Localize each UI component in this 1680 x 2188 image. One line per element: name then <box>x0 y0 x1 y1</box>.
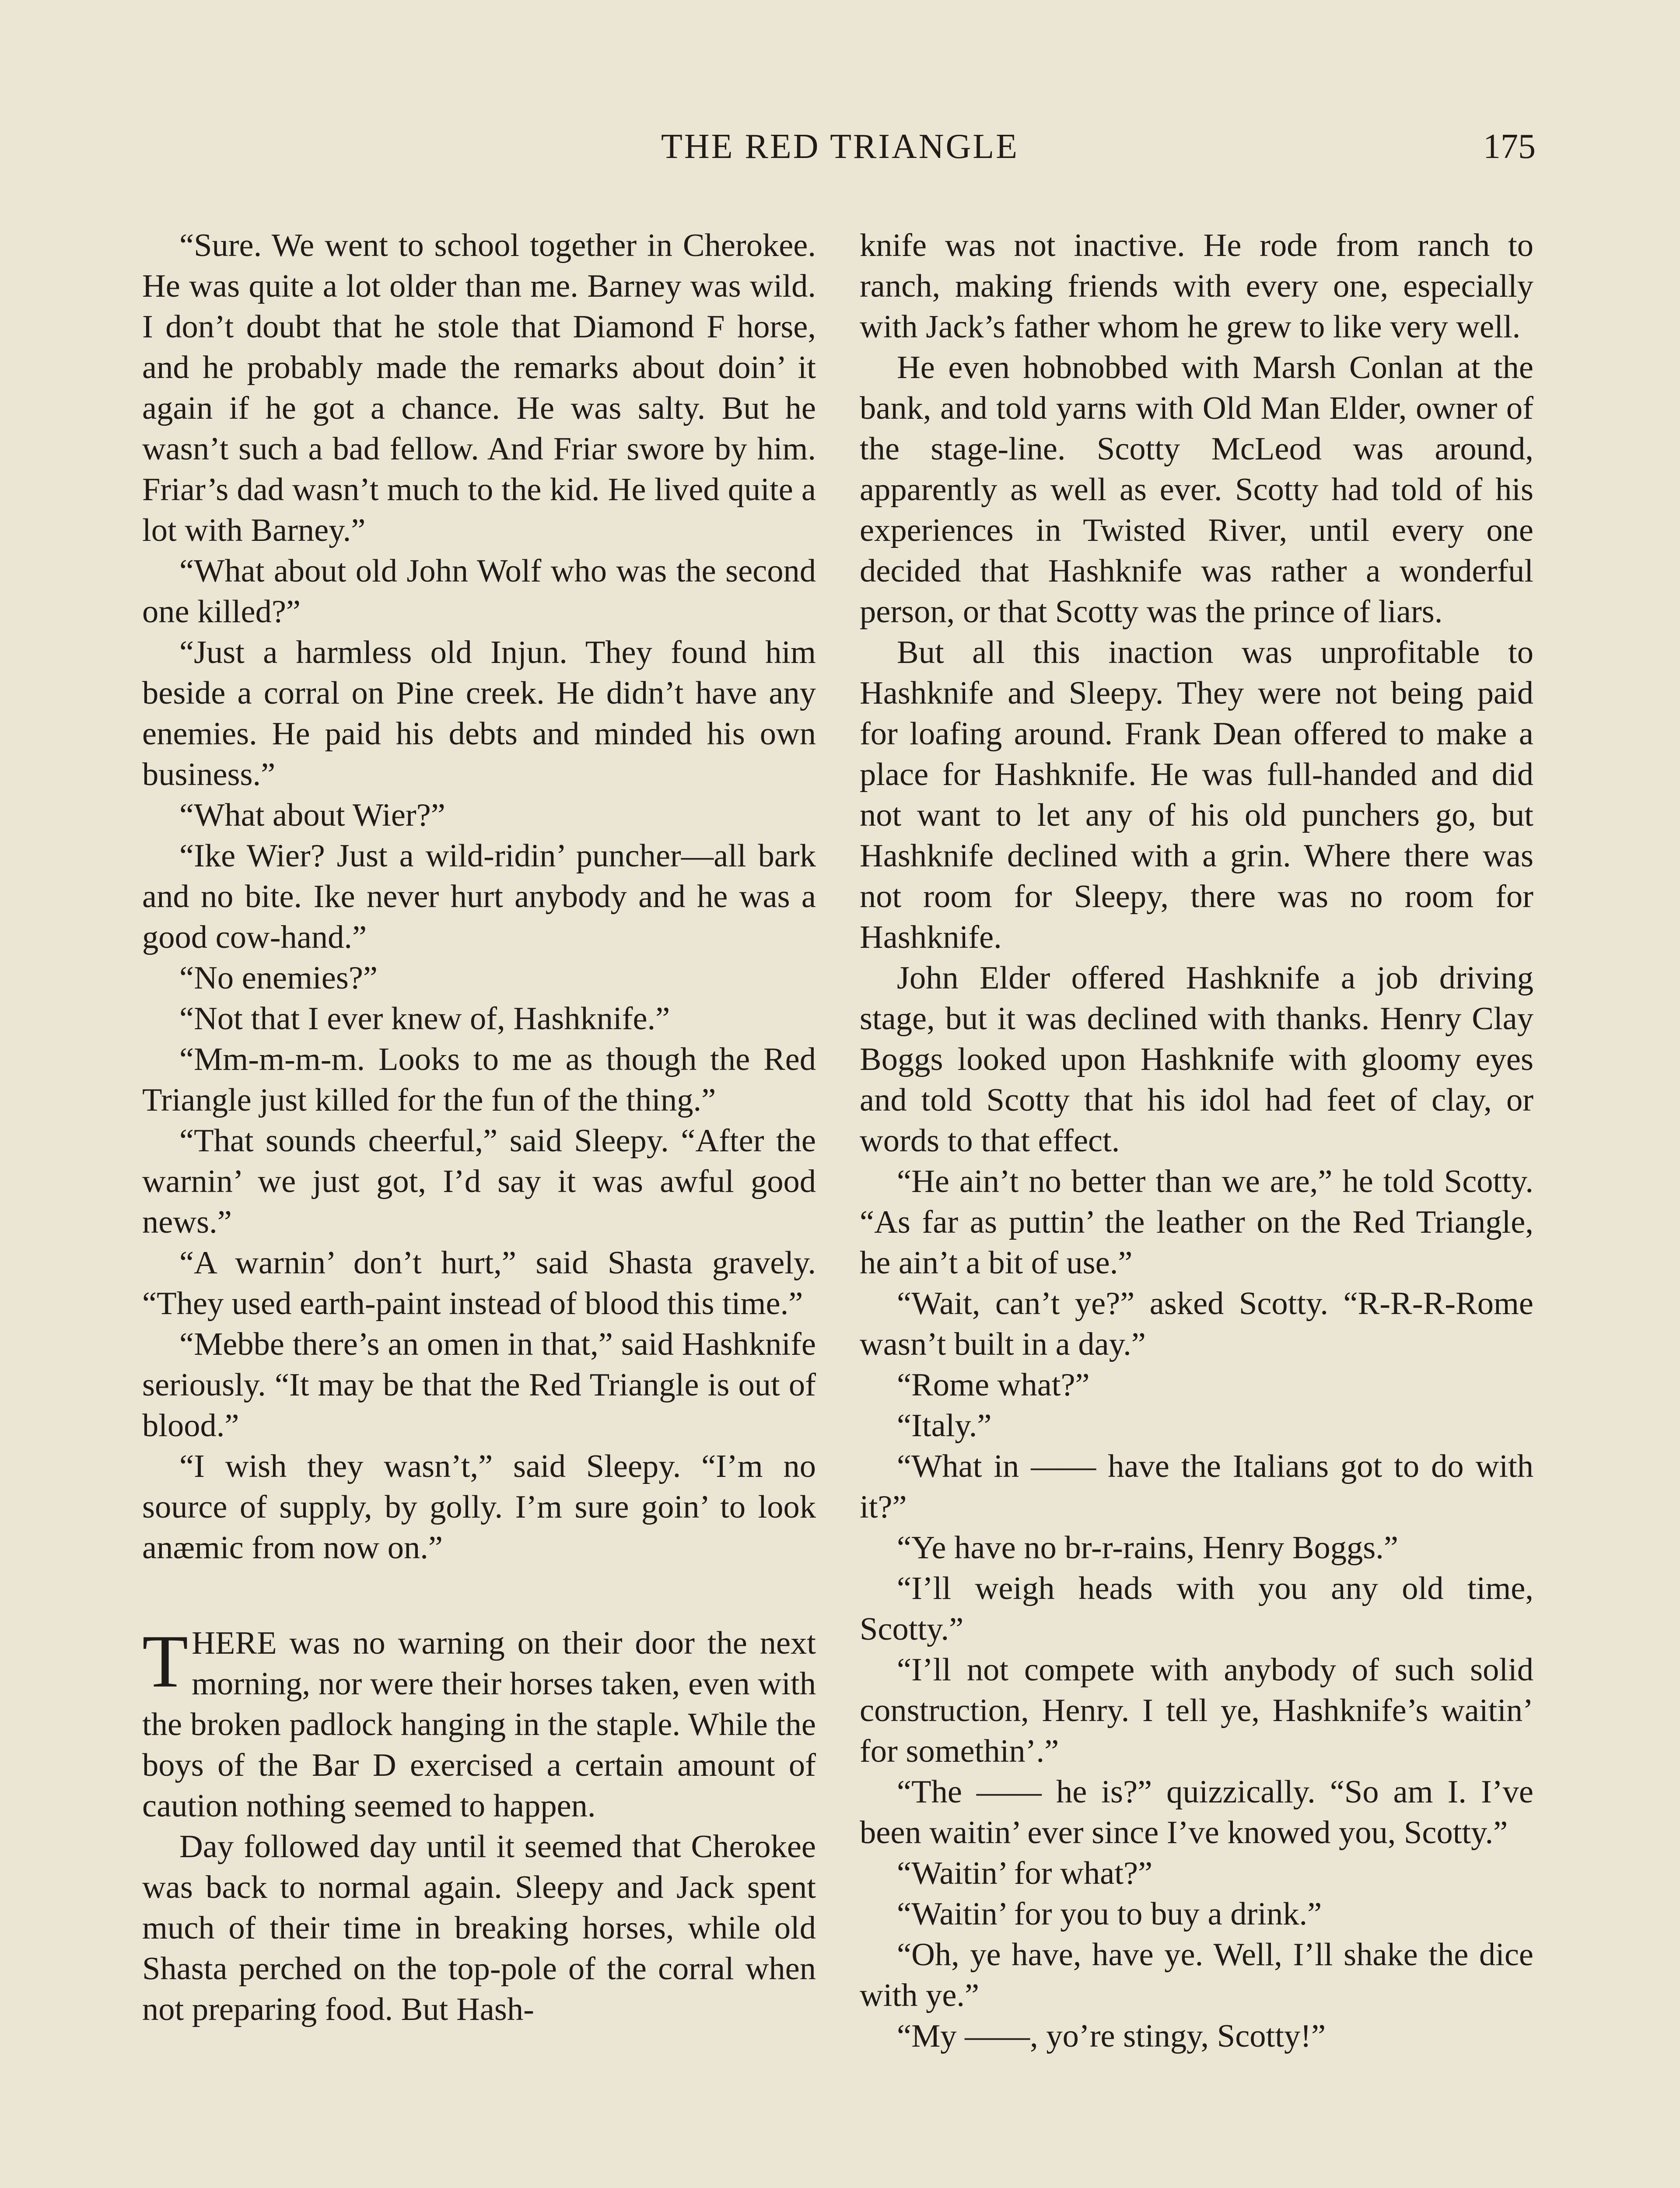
paragraph: “Mm-m-m-m. Looks to me as though the Red Triangle just killed for the fun of the thing.” <box>142 1041 816 1118</box>
paragraph: “Sure. We went to school together in Cherokee. He was quite a lot older than me. Barney was wild. I don’t doubt that he stole that Diamond F horse, and he probably made the remarks about doin’ it again if he got a chance. He was salty. But he wasn’t such a bad fellow. And Friar swore by him. Friar’s dad wasn’t much to the kid. He lived quite a lot with Barney.” <box>142 228 816 548</box>
paragraph: “Oh, ye have, have ye. Well, I’ll shake the dice with ye.” <box>860 1937 1533 2013</box>
paragraph: “Ike Wier? Just a wild-ridin’ puncher—all bark and no bite. Ike never hurt anybody and he was a good cow-hand.” <box>142 838 816 955</box>
paragraph: “A warnin’ don’t hurt,” said Shasta gravely. “They used earth-paint instead of blood this time.” <box>142 1245 816 1322</box>
paragraph: “Just a harmless old Injun. They found him beside a corral on Pine creek. He didn’t have any enemies. He paid his debts and minded his own business.” <box>142 635 816 792</box>
continued-paragraph: knife was not inactive. He rode from ranch to ranch, making friends with every one, especially with Jack’s father whom he grew to like very well. <box>860 228 1533 345</box>
paragraph: John Elder offered Hashknife a job driving stage, but it was declined with thanks. Henry Clay Boggs looked upon Hashknife with gloomy eyes and told Scotty that his idol had feet of clay, or words to that effect. <box>860 960 1533 1159</box>
left-column <box>142 225 816 2030</box>
running-title: THE RED TRIANGLE <box>661 127 1019 166</box>
page-number: 175 <box>1483 127 1536 166</box>
paragraph: “What about old John Wolf who was the second one killed?” <box>142 553 816 630</box>
small-caps-lead: HERE <box>192 1625 277 1661</box>
paragraph: “Mebbe there’s an omen in that,” said Hashknife seriously. “It may be that the Red Triangle is out of blood.” <box>142 1326 816 1444</box>
paragraph: “That sounds cheerful,” said Sleepy. “After the warnin’ we just got, I’d say it was awful good news.” <box>142 1123 816 1240</box>
paragraph: “I’ll weigh heads with you any old time, Scotty.” <box>860 1571 1533 1647</box>
paragraph: “Wait, can’t ye?” asked Scotty. “R-R-R-Rome wasn’t built in a day.” <box>860 1286 1533 1362</box>
paragraph: “He ain’t no better than we are,” he told Scotty. “As far as puttin’ the leather on the Red Triangle, he ain’t a bit of use.” <box>860 1164 1533 1281</box>
right-column <box>860 225 1533 2057</box>
paragraph: Day followed day until it seemed that Cherokee was back to normal again. Sleepy and Jack spent much of their time in breaking horses, while old Shasta perched on the top-pole of the corral when not preparing food. But Hash- <box>142 1829 816 2027</box>
paragraph: “What about Wier?” <box>179 797 445 833</box>
paragraph: “What in —— have the Italians got to do with it?” <box>860 1448 1533 1525</box>
paragraph: He even hobnobbed with Marsh Conlan at the bank, and told yarns with Old Man Elder, owner of the stage-line. Scotty McLeod was around, apparently as well as ever. Scotty had told of his experiences in Twisted River, until every one decided that Hashknife was rather a wonderful person, or that Scotty was the prince of liars. <box>860 350 1533 630</box>
paragraph: “Italy.” <box>897 1408 992 1444</box>
paragraph: “I’ll not compete with anybody of such solid construction, Henry. I tell ye, Hashknife’s waitin’ for somethin’.” <box>860 1652 1533 1769</box>
paragraph: But all this inaction was unprofitable to Hashknife and Sleepy. They were not being paid for loafing around. Frank Dean offered to make a place for Hashknife. He was full-handed and did not want to let any of his old punchers go, but Hashknife declined with a grin. Where there was not room for Sleepy, there was no room for Hashknife. <box>860 635 1533 955</box>
paragraph-text: was no warning on their door the next morning, nor were their horses taken, even with the broken padlock hanging in the staple. While the boys of the Bar D exercised a certain amount of caution nothing seemed to happen. <box>142 1625 816 1824</box>
paragraph: “Waitin’ for you to buy a drink.” <box>897 1896 1322 1932</box>
paragraph: “The —— he is?” quizzically. “So am I. I’ve been waitin’ ever since I’ve knowed you, Scotty.” <box>860 1774 1533 1851</box>
paragraph: “I wish they wasn’t,” said Sleepy. “I’m no source of supply, by golly. I’m sure goin’ to look anæmic from now on.” <box>142 1448 816 1566</box>
paragraph: “Waitin’ for what?” <box>897 1855 1153 1891</box>
paragraph: “No enemies?” <box>179 960 378 996</box>
drop-cap: T <box>142 1620 189 1703</box>
paragraph: “Rome what?” <box>897 1367 1090 1403</box>
paragraph: “Not that I ever knew of, Hashknife.” <box>179 1001 670 1037</box>
section-opening-paragraph <box>142 1620 816 1827</box>
paragraph: “Ye have no br-r-rains, Henry Boggs.” <box>897 1530 1398 1566</box>
paragraph: “My ——, yo’re stingy, Scotty!” <box>897 2018 1326 2054</box>
